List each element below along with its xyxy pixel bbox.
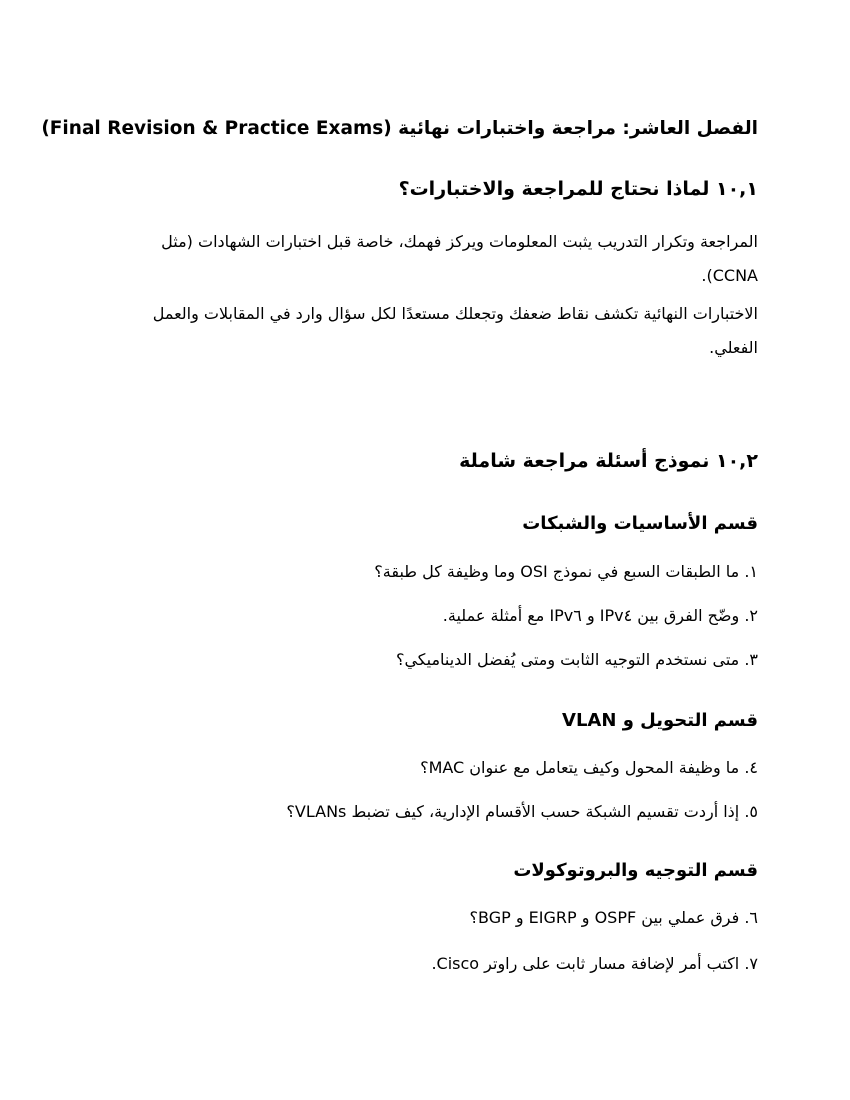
group-heading-basics: قسم الأساسيات والشبكات bbox=[522, 513, 758, 534]
question-item: ٣. متى نستخدم التوجيه الثابت ومتى يُفضل الديناميكي؟ bbox=[395, 650, 758, 669]
question-item: ٦. فرق عملي بين OSPF و EIGRP و BGP؟ bbox=[469, 908, 758, 927]
group-heading-switching: قسم التحويل و VLAN bbox=[562, 710, 758, 731]
question-item: ٢. وضّح الفرق بين IPv٤ و IPv٦ مع أمثلة عملية. bbox=[442, 606, 758, 625]
chapter-title: الفصل العاشر: مراجعة واختبارات نهائية (Final Revision & Practice Exams) bbox=[41, 118, 758, 139]
paragraph-final-exams: الاختبارات النهائية تكشف نقاط ضعفك وتجعلك مستعدًا لكل سؤال وارد في المقابلات والعمل الفعلي. bbox=[152, 304, 758, 357]
question-item: ٧. اكتب أمر لإضافة مسار ثابت على راوتر Cisco. bbox=[431, 954, 758, 973]
question-item: ١. ما الطبقات السبع في نموذج OSI وما وظيفة كل طبقة؟ bbox=[374, 562, 758, 581]
section-heading-10-1: ١٠,١ لماذا نحتاج للمراجعة والاختبارات؟ bbox=[398, 178, 758, 200]
question-item: ٤. ما وظيفة المحول وكيف يتعامل مع عنوان MAC؟ bbox=[420, 758, 758, 777]
question-item: ٥. إذا أردت تقسيم الشبكة حسب الأقسام الإدارية، كيف تضبط VLANs؟ bbox=[286, 802, 758, 821]
section-heading-10-2: ١٠,٢ نموذج أسئلة مراجعة شاملة bbox=[459, 450, 758, 472]
paragraph-revision: المراجعة وتكرار التدريب يثبت المعلومات ويركز فهمك، خاصة قبل اختبارات الشهادات (مثل CCNA). bbox=[161, 232, 758, 285]
group-heading-routing: قسم التوجيه والبروتوكولات bbox=[513, 860, 758, 881]
